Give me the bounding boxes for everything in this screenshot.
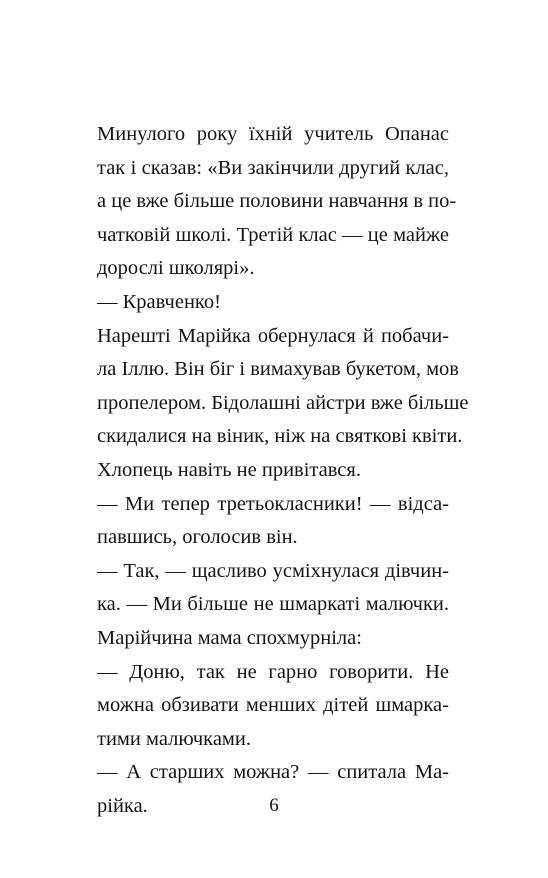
text-line: — Так, — щасливо усміхнулася дівчин- <box>97 559 449 582</box>
text-line: Нарешті Марійка обернулася й побачи- <box>97 324 449 347</box>
text-line: Марійчина мама спохмурніла: <box>97 626 362 649</box>
text-line: пропелером. Бідолашні айстри вже більше <box>97 391 469 414</box>
text-line: так і сказав: «Ви закінчили другий клас, <box>97 156 449 179</box>
text-line: скидалися на віник, ніж на святкові квіти. <box>97 425 463 448</box>
text-line: ла Іллю. Він біг і вимахував букетом, мов <box>97 358 459 381</box>
text-line: ка. — Ми більше не шмаркаті малючки. <box>97 593 449 616</box>
text-line: — А старших можна? — спитала Ма- <box>97 761 449 784</box>
text-line: можна обзивати менших дітей шмарка- <box>97 694 449 717</box>
text-line: павшись, оголосив він. <box>97 526 298 549</box>
text-line: рійка. <box>97 794 148 817</box>
text-line: дорослі школярі». <box>97 257 255 280</box>
text-line: — Ми тепер третьокласники! — відса- <box>97 492 449 515</box>
text-line: тими малючками. <box>97 727 252 750</box>
body-text <box>97 118 469 823</box>
text-line: — Доню, так не гарно говорити. Не <box>97 660 449 683</box>
text-line: а це вже більше половини навчання в по- <box>97 190 457 213</box>
text-line: — Кравченко! <box>97 290 221 313</box>
text-line: Минулого року їхній учитель Опанас <box>97 123 449 145</box>
page-number: 6 <box>269 795 279 816</box>
text-line: чатковій школі. Третій клас — це майже <box>97 223 449 246</box>
text-line: Хлопець навіть не привітався. <box>97 458 361 481</box>
